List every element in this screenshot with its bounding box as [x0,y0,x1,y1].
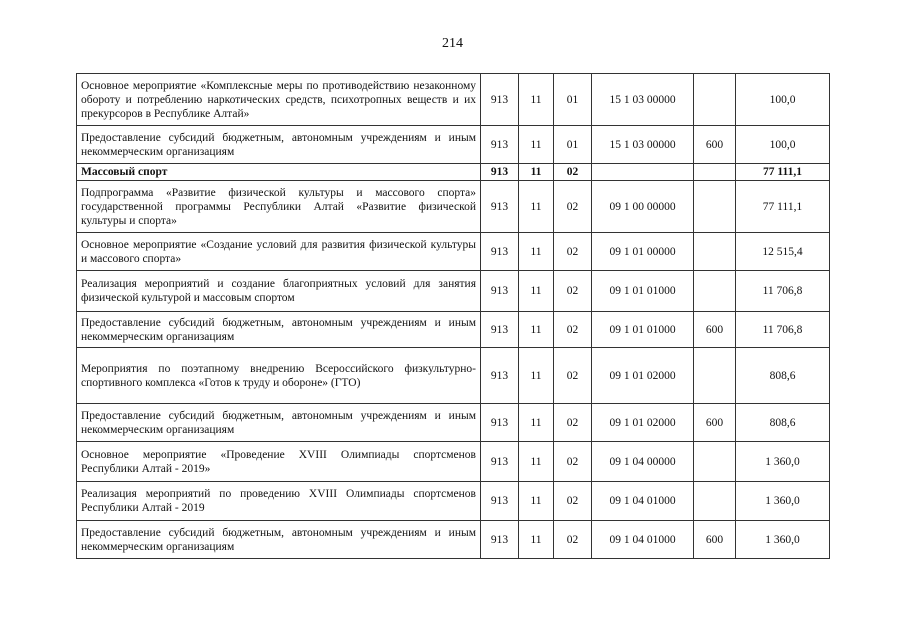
cell-amount: 77 111,1 [736,164,830,181]
cell-expense-type [694,442,736,482]
cell-subsection: 02 [554,348,592,404]
cell-subsection: 02 [554,442,592,482]
cell-section: 11 [519,312,554,348]
cell-amount: 100,0 [736,126,830,164]
table-row [77,482,830,521]
cell-section: 11 [519,442,554,482]
cell-section: 11 [519,348,554,404]
cell-ministry: 913 [481,181,519,233]
cell-ministry: 913 [481,312,519,348]
cell-expense-type [694,233,736,271]
cell-target: 09 1 01 01000 [592,312,694,348]
cell-section: 11 [519,181,554,233]
table-row [77,181,830,233]
cell-ministry: 913 [481,74,519,126]
cell-target: 15 1 03 00000 [592,126,694,164]
cell-target: 09 1 04 01000 [592,521,694,559]
cell-ministry: 913 [481,348,519,404]
cell-description: Основное мероприятие «Проведение XVIII Олимпиады спортсменов Республики Алтай - 2019» [77,442,481,482]
cell-section: 11 [519,271,554,312]
cell-expense-type [694,164,736,181]
cell-section: 11 [519,521,554,559]
cell-subsection: 02 [554,521,592,559]
cell-expense-type [694,74,736,126]
cell-expense-type [694,348,736,404]
cell-target: 09 1 01 02000 [592,404,694,442]
cell-ministry: 913 [481,482,519,521]
cell-expense-type [694,181,736,233]
table-row [77,442,830,482]
cell-amount: 1 360,0 [736,442,830,482]
cell-amount: 11 706,8 [736,271,830,312]
cell-section: 11 [519,233,554,271]
cell-subsection: 02 [554,271,592,312]
cell-expense-type: 600 [694,312,736,348]
cell-expense-type [694,271,736,312]
cell-subsection: 02 [554,404,592,442]
cell-description: Предоставление субсидий бюджетным, автономным учреждениям и иным некоммерческим организациям [77,521,481,559]
table-row [77,233,830,271]
cell-subsection: 01 [554,74,592,126]
cell-amount: 77 111,1 [736,181,830,233]
cell-description: Основное мероприятие «Создание условий для развития физической культуры и массового спорта» [77,233,481,271]
cell-target: 09 1 01 01000 [592,271,694,312]
cell-subsection: 02 [554,312,592,348]
cell-expense-type: 600 [694,126,736,164]
cell-description: Реализация мероприятий и создание благоприятных условий для занятия физической культурой и массовым спортом [77,271,481,312]
cell-subsection: 02 [554,181,592,233]
cell-subsection: 01 [554,126,592,164]
cell-section: 11 [519,482,554,521]
cell-description: Предоставление субсидий бюджетным, автономным учреждениям и иным некоммерческим организациям [77,404,481,442]
cell-description: Предоставление субсидий бюджетным, автономным учреждениям и иным некоммерческим организациям [77,126,481,164]
cell-subsection: 02 [554,482,592,521]
cell-section: 11 [519,164,554,181]
cell-target: 09 1 04 00000 [592,442,694,482]
cell-target: 15 1 03 00000 [592,74,694,126]
cell-description: Подпрограмма «Развитие физической культуры и массового спорта» государственной программы Республики Алтай «Развитие физической культуры и спорта» [77,181,481,233]
cell-amount: 1 360,0 [736,521,830,559]
cell-subsection: 02 [554,233,592,271]
cell-ministry: 913 [481,521,519,559]
table-body [77,74,830,559]
cell-ministry: 913 [481,233,519,271]
cell-subsection: 02 [554,164,592,181]
cell-ministry: 913 [481,442,519,482]
cell-amount: 1 360,0 [736,482,830,521]
table-row [77,404,830,442]
cell-description: Мероприятия по поэтапному внедрению Всероссийского физкультурно-спортивного комплекса «Готов к труду и обороне» (ГТО) [77,348,481,404]
cell-ministry: 913 [481,271,519,312]
cell-ministry: 913 [481,404,519,442]
cell-section: 11 [519,404,554,442]
cell-ministry: 913 [481,164,519,181]
cell-expense-type: 600 [694,404,736,442]
table-row [77,521,830,559]
table-row [77,348,830,404]
cell-ministry: 913 [481,126,519,164]
cell-amount: 100,0 [736,74,830,126]
cell-amount: 12 515,4 [736,233,830,271]
cell-target: 09 1 01 00000 [592,233,694,271]
table-row [77,74,830,126]
cell-description: Реализация мероприятий по проведению XVIII Олимпиады спортсменов Республики Алтай - 2019 [77,482,481,521]
table-row [77,126,830,164]
cell-target [592,164,694,181]
cell-expense-type [694,482,736,521]
table-row [77,271,830,312]
cell-description: Массовый спорт [77,164,481,181]
cell-section: 11 [519,126,554,164]
cell-description: Основное мероприятие «Комплексные меры по противодействию незаконному обороту и потреблению наркотических средств, психотропных веществ и их прекурсоров в Республике Алтай» [77,74,481,126]
cell-amount: 11 706,8 [736,312,830,348]
table-row [77,164,830,181]
page-number: 214 [442,36,463,51]
cell-amount: 808,6 [736,404,830,442]
cell-target: 09 1 04 01000 [592,482,694,521]
cell-expense-type: 600 [694,521,736,559]
budget-table [76,73,830,559]
table-row [77,312,830,348]
cell-section: 11 [519,74,554,126]
cell-target: 09 1 00 00000 [592,181,694,233]
cell-description: Предоставление субсидий бюджетным, автономным учреждениям и иным некоммерческим организациям [77,312,481,348]
cell-amount: 808,6 [736,348,830,404]
cell-target: 09 1 01 02000 [592,348,694,404]
